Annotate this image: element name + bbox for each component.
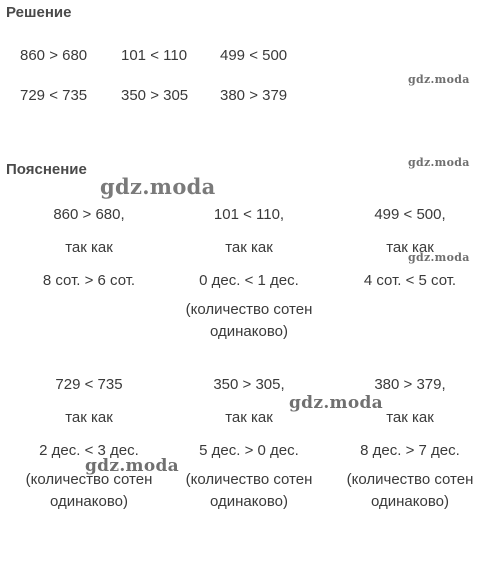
solution-item: 350 > 305 xyxy=(121,87,189,104)
comparison-text: 380 > 379, xyxy=(374,376,446,393)
watermark-logo: gdz.moda xyxy=(85,456,179,476)
comparison-text: 350 > 305, xyxy=(213,376,285,393)
solution-item: 860 > 680 xyxy=(20,47,88,64)
watermark-logo: gdz.moda xyxy=(408,73,470,86)
watermark-logo: gdz.moda xyxy=(289,393,383,413)
note-text: одинаково) xyxy=(371,493,449,510)
reason-text: так как xyxy=(386,409,434,426)
note-text: (количество сотен xyxy=(346,471,474,488)
note-text: одинаково) xyxy=(210,493,288,510)
comparison-text: 499 < 500, xyxy=(374,206,446,223)
watermark-logo: gdz.moda xyxy=(100,174,216,199)
solution-item: 380 > 379 xyxy=(220,87,288,104)
explanation-cell xyxy=(330,198,490,297)
detail-text: 0 дес. < 1 дес. xyxy=(199,272,299,289)
explanation-heading: Пояснение xyxy=(6,161,87,178)
explanation-cell xyxy=(9,368,169,513)
detail-text: 8 дес. > 7 дес. xyxy=(360,442,460,459)
solution-item: 729 < 735 xyxy=(20,87,88,104)
note-text: (количество сотен xyxy=(185,301,313,318)
reason-text: так как xyxy=(65,409,113,426)
detail-text: 5 дес. > 0 дес. xyxy=(199,442,299,459)
explanation-cell xyxy=(330,368,490,513)
solution-item: 499 < 500 xyxy=(220,47,288,64)
explanation-cell xyxy=(9,198,169,297)
explanation-cell xyxy=(169,198,329,343)
watermark-logo: gdz.moda xyxy=(408,156,470,169)
reason-text: так как xyxy=(225,409,273,426)
solution-item: 101 < 110 xyxy=(121,47,188,64)
comparison-text: 729 < 735 xyxy=(55,376,123,393)
note-text: (количество сотен xyxy=(25,471,153,488)
note-text: (количество сотен xyxy=(185,471,313,488)
watermark-logo: gdz.moda xyxy=(408,251,470,264)
detail-text: 8 сот. > 6 сот. xyxy=(42,272,136,289)
solution-heading: Решение xyxy=(6,4,72,21)
comparison-text: 101 < 110, xyxy=(213,206,285,223)
detail-text: 2 дес. < 3 дес. xyxy=(39,442,139,459)
detail-text: 4 сот. < 5 сот. xyxy=(363,272,457,289)
reason-text: так как xyxy=(386,239,434,256)
explanation-cell xyxy=(169,368,329,513)
note-text: одинаково) xyxy=(50,493,128,510)
comparison-text: 860 > 680, xyxy=(53,206,125,223)
reason-text: так как xyxy=(225,239,273,256)
note-text: одинаково) xyxy=(210,323,288,340)
reason-text: так как xyxy=(65,239,113,256)
